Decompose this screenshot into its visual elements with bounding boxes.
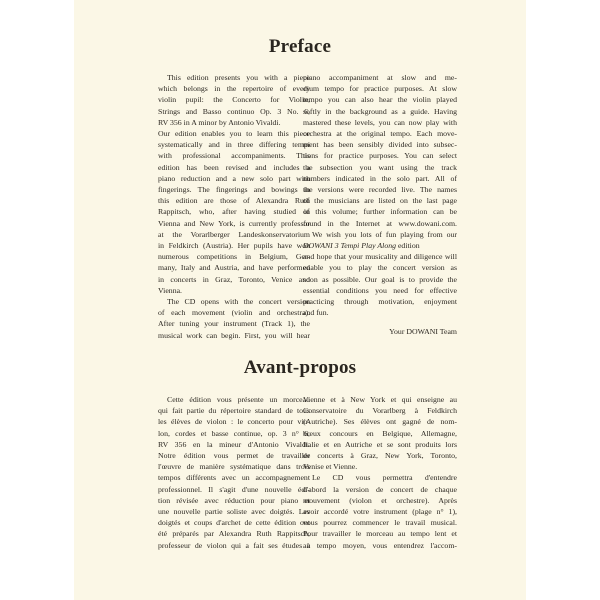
text-line: doigtés et coups d'archet de cette édition ont xyxy=(158,518,310,528)
text-line: RV 356 in A minor by Antonio Vivaldi. xyxy=(158,117,281,127)
text-line: in concerts in Graz, Toronto, Venice and xyxy=(158,274,310,284)
text-line: essential conditions you need for effective xyxy=(303,285,457,295)
text-line: this edition are those of Alexandra Ruth xyxy=(158,196,310,206)
text-line: orchestra at the original tempo. Each move- xyxy=(303,129,457,139)
text-line: Venise et Vienne. xyxy=(303,462,358,472)
text-line: mastered these levels, you can now play with xyxy=(303,117,457,127)
text-line: dium tempo for practice purposes. At slow xyxy=(303,84,457,94)
dowani-play-along-title: DOWANI 3 Tempi Play Along xyxy=(303,241,397,251)
preface-title: Preface xyxy=(268,36,332,57)
text-line: the versions were recorded live. The names xyxy=(303,185,457,195)
text-line xyxy=(303,240,457,251)
preface-left-column xyxy=(158,72,310,341)
text-line: lon, cordes et basse continue, op. 3 n° 6, xyxy=(158,428,310,438)
text-line: of the musicians are listed on the last page xyxy=(303,196,457,206)
text-line: ment has been sensibly divided into subsec- xyxy=(303,140,457,150)
preface-signature: Your DOWANI Team xyxy=(389,327,457,337)
text-line: au tempo moyen, vous entendrez l'accom- xyxy=(303,540,457,550)
avant-propos-title: Avant-propos xyxy=(243,357,357,378)
text-line: professionnel. Il s'agit d'une nouvelle édi- xyxy=(158,484,310,494)
text-line: professeur de violon qui a fait ses études à xyxy=(158,540,310,550)
text-line: of each movement (violin and orchestra). xyxy=(158,308,310,318)
text-line: numerous competitions in Belgium, Ger- xyxy=(158,252,310,262)
text-line: breux concours en Belgique, Allemagne, xyxy=(303,428,457,438)
text-line: d'abord la version de concert de chaque xyxy=(303,484,457,494)
text-line: piano reduction and a new solo part with xyxy=(158,173,310,183)
book-page xyxy=(74,0,526,600)
text-line: systematically and in three differing tempi xyxy=(158,140,310,150)
text-line: violin pupil: the Concerto for Violin, xyxy=(158,95,310,105)
text-line: musical work can begin. First, you will hear xyxy=(158,330,310,340)
preface-section xyxy=(74,36,526,340)
text-line: Vienna and New York, is currently professor xyxy=(158,218,310,228)
text-line: and hope that your musicality and diligence will xyxy=(303,252,457,262)
text-line: qui fait partie du répertoire standard de tous xyxy=(158,406,310,416)
text-line: softly in the background as a guide. Having xyxy=(303,106,457,116)
text-line: practicing through motivation, enjoyment xyxy=(303,297,457,307)
avant-propos-section xyxy=(74,357,526,550)
text-line: with professional accompaniments. This xyxy=(158,151,310,161)
text-line: Strings and Basso continuo Op. 3 No. 6, xyxy=(158,106,310,116)
text-line: avoir accordé votre instrument (plage n° 1), xyxy=(303,507,457,517)
text-line: enable you to play the concert version as xyxy=(303,263,457,273)
text-line: The CD opens with the concert version xyxy=(167,297,310,307)
text-line: (Autriche). Ses élèves ont gagné de nom- xyxy=(303,417,457,427)
text-fragment: edition xyxy=(396,241,420,251)
text-line: Le CD vous permettra d'entendre xyxy=(312,473,457,483)
text-line: l'œuvre de manière systématique dans trois xyxy=(158,462,310,472)
text-line: at the Vorarlberger Landeskonservatorium xyxy=(158,229,310,239)
text-line: Pour travailler le morceau au tempo lent et xyxy=(303,529,457,539)
text-line: the subsection you want using the track xyxy=(303,162,457,172)
text-line: vous pourrez commencer le travail musical. xyxy=(303,518,457,528)
text-line: found in the Internet at www.dowani.com. xyxy=(303,218,457,228)
text-line: Vienna. xyxy=(158,285,182,295)
text-line: which belongs in the repertoire of every xyxy=(158,84,310,94)
text-line: edition has been revised and includes a xyxy=(158,162,310,172)
text-line: piano accompaniment at slow and me- xyxy=(303,73,457,82)
text-line: tempos différents avec un accompagnement xyxy=(158,473,310,483)
text-line: Cette édition vous présente un morceau xyxy=(167,395,310,404)
text-line: Conservatoire du Vorarlberg à Feldkirch xyxy=(303,406,457,416)
text-line: This edition presents you with a piece xyxy=(167,73,310,82)
text-line: numbers indicated in the solo part. All of xyxy=(303,173,457,183)
text-line: tion révisée avec réduction pour piano et xyxy=(158,495,310,505)
text-line: many, Italy and Austria, and have performed xyxy=(158,263,310,273)
text-line: de concerts à Graz, New York, Toronto, xyxy=(303,451,457,461)
text-line: Italie et en Autriche et se sont produits lors xyxy=(303,439,457,449)
text-line: RV 356 en la mineur d'Antonio Vivaldi. xyxy=(158,439,310,449)
text-line: tempo you can also hear the violin played xyxy=(303,95,457,105)
text-line: Our edition enables you to learn this piece xyxy=(158,129,310,139)
text-line: in Feldkirch (Austria). Her pupils have won xyxy=(158,241,310,251)
text-line: soon as possible. Our goal is to provide the xyxy=(303,274,457,284)
text-line: and fun. xyxy=(303,308,329,318)
avant-propos-right-column xyxy=(303,394,457,551)
text-line: Vienne et à New York et qui enseigne au xyxy=(303,395,457,404)
text-line: Notre édition vous permet de travailler xyxy=(158,451,310,461)
text-line: of this volume; further information can be xyxy=(303,207,457,217)
text-line: fingerings. The fingerings and bowings in xyxy=(158,185,310,195)
text-line: une nouvelle partie soliste avec doigtés. Les xyxy=(158,507,310,517)
text-line: été préparés par Alexandra Ruth Rappitsch, xyxy=(158,529,310,539)
text-line: After tuning your instrument (Track 1), the xyxy=(158,319,310,329)
preface-right-column xyxy=(303,72,457,338)
text-line: mouvement (violon et orchestre). Après xyxy=(303,495,457,505)
text-line: tions for practice purposes. You can select xyxy=(303,151,457,161)
text-line: Rappitsch, who, after having studied in xyxy=(158,207,310,217)
avant-propos-left-column xyxy=(158,394,310,551)
text-line: We wish you lots of fun playing from our xyxy=(312,229,457,239)
text-line: les élèves de violon : le concerto pour vio- xyxy=(158,417,310,427)
